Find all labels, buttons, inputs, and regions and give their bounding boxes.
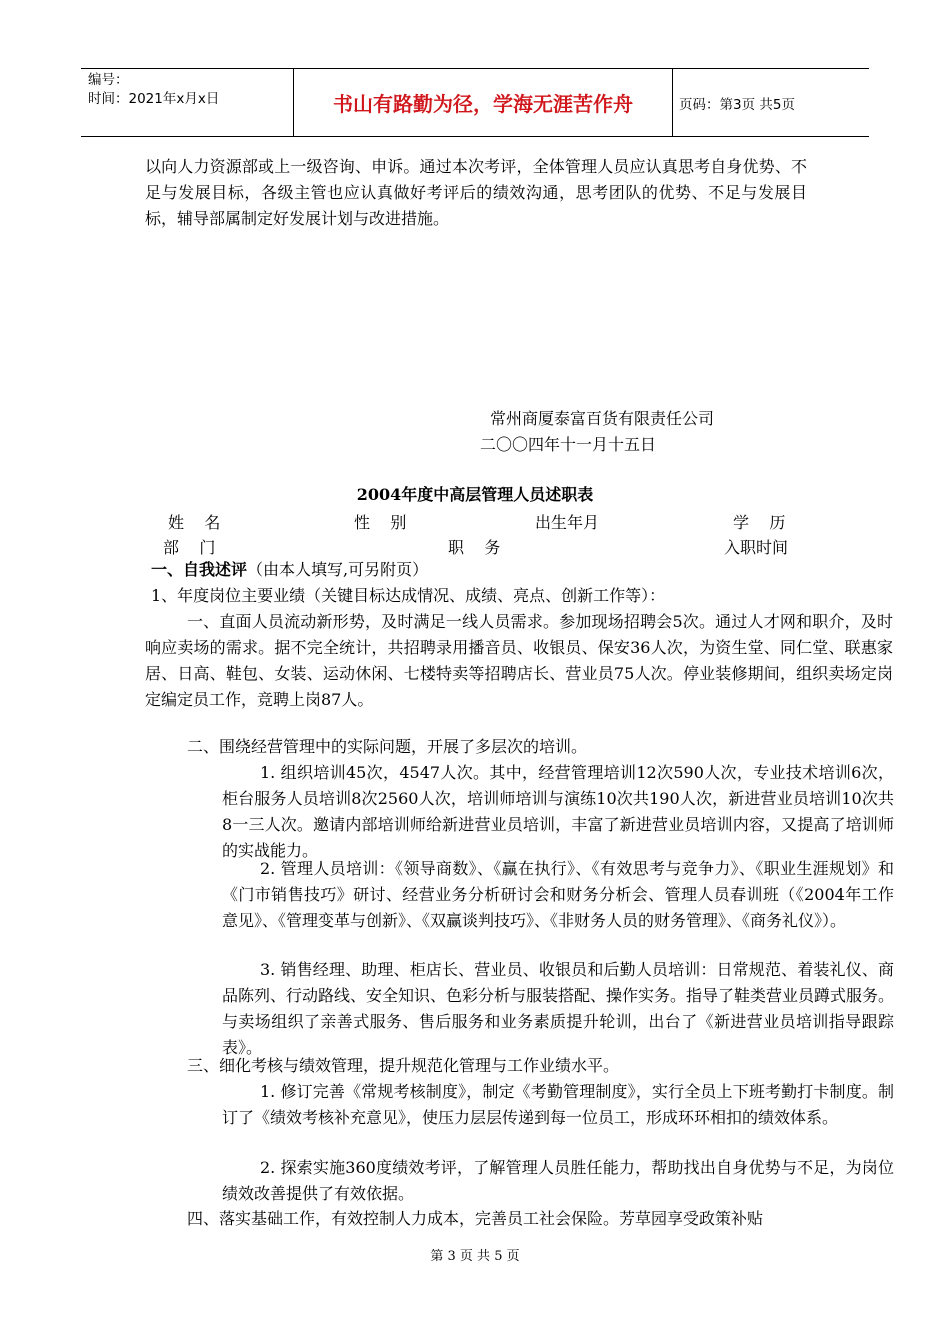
education-label: 学 历	[733, 513, 786, 532]
position-label: 职 务	[448, 538, 501, 557]
gender-label: 性 别	[354, 513, 407, 532]
hire-date-label: 入职时间	[724, 538, 789, 557]
training-item-2: 2. 管理人员培训：《领导商数》、《赢在执行》、《有效思考与竞争力》、《职业生涯规划》和《门市销售技巧》研讨、经营业务分析研讨会和财务分析会、管理人员春训班（《2004年工作意见》、《管理变革与创新》、《双赢谈判技巧》、《非财务人员的财务管理》、《商务礼仪》）。	[222, 859, 894, 930]
intro-paragraph: 以向人力资源部或上一级咨询、申诉。通过本次考评，全体管理人员应认真思考自身优势、不足与发展目标，各级主管也应认真做好考评后的绩效沟通，思考团队的优势、不足与发展目标，辅导部属制定好发展计划与改进措施。	[145, 157, 807, 228]
block-training-title: 二、围绕经营管理中的实际问题，开展了多层次的培训。	[187, 737, 588, 756]
header-page-label: 页码：第3页 共5页	[679, 96, 795, 113]
signature-date: 二〇〇四年十一月十五日	[480, 435, 657, 454]
training-item-1: 1. 组织培训45次，4547人次。其中，经营管理培训12次590人次，专业技术培训6次，柜台服务人员培训8次2560人次，培训师培训与演练10次共190人次，新进营业员培训10次共8一三人次。邀请内部培训师给新进营业员培训，丰富了新进营业员培训内容，又提高了培训师的实战能力。	[222, 763, 894, 860]
form-title: 2004年度中高层管理人员述职表	[356, 485, 594, 504]
section-heading-note: （由本人填写,可另附页）	[247, 560, 429, 579]
performance-item-1: 1. 修订完善《常规考核制度》，制定《考勤管理制度》，实行全员上下班考勤打卡制度。制订了《绩效考核补充意见》，使压力层层传递到每一位员工，形成环环相扣的绩效体系。	[222, 1082, 894, 1127]
training-item-3: 3. 销售经理、助理、柜店长、营业员、收银员和后勤人员培训：日常规范、着装礼仪、商品陈列、行动路线、安全知识、色彩分析与服装搭配、操作实务。指导了鞋类营业员蹲式服务。与卖场组织了亲善式服务、售后服务和业务素质提升轮训，出台了《新进营业员培训指导跟踪表》。	[222, 960, 895, 1057]
page-footer: 第 3 页 共 5 页	[430, 1249, 520, 1264]
block-foundation-title: 四、落实基础工作，有效控制人力成本，完善员工社会保险。芳草园享受政策补贴	[187, 1209, 764, 1228]
name-label: 姓 名	[168, 513, 221, 532]
block-recruitment: 一、直面人员流动新形势，及时满足一线人员需求。参加现场招聘会5次。通过人才网和职介，及时响应卖场的需求。据不完全统计，共招聘录用播音员、收银员、保安36人次，为资生堂、同仁堂、联惠家居、日高、鞋包、女装、运动休闲、七楼特卖等招聘店长、营业员75人次。停业装修期间，组织卖场定岗定编定员工作，竞聘上岗87人。	[145, 612, 893, 709]
section-heading-title: 一、自我述评	[151, 560, 248, 579]
header-motto: 书山有路勤为径，学海无涯苦作舟	[294, 69, 673, 136]
section-heading	[151, 557, 428, 580]
doc-number-label: 编号：	[88, 72, 129, 88]
performance-item-2: 2. 探索实施360度绩效考评，了解管理人员胜任能力，帮助找出自身优势与不足，为岗位绩效改善提供了有效依据。	[222, 1158, 894, 1203]
company-name: 常州商厦泰富百货有限责任公司	[490, 409, 715, 428]
birth-label: 出生年月	[535, 513, 600, 532]
time-label: 时间：2021年x月x日	[88, 91, 220, 107]
item-heading: 1、年度岗位主要业绩（关键目标达成情况、成绩、亮点、创新工作等）：	[151, 586, 666, 605]
department-label: 部 门	[163, 538, 216, 557]
header-left-cell	[81, 69, 294, 136]
page-header	[81, 68, 869, 137]
block-performance-title: 三、细化考核与绩效管理，提升规范化管理与工作业绩水平。	[187, 1056, 620, 1075]
